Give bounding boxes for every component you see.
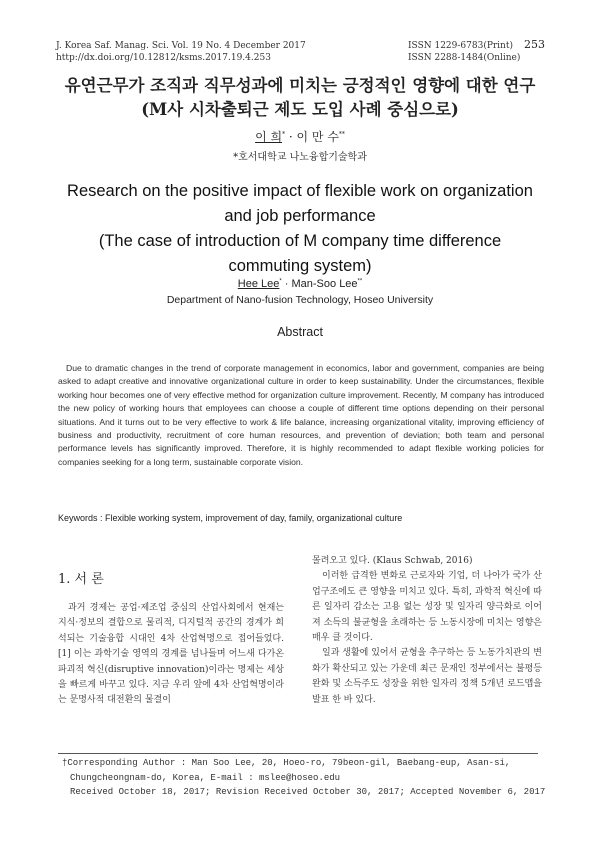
abstract-body: Due to dramatic changes in the trend of corporate management in economics, labor and government, companies are being asked to adapt creative and innovative organizational culture in order to keep sustainability. Under the circumstances, flexible working hour becomes one of very effective method for organization culture improvement. Recently, M company has introduced the new policy of working hours that employees can choose a couple of different time options depending on their personal situations. And it turns out to be very effective to work & life balance, increasing organizational vitality, improving efficiency of business and productivity, recruitment of core human resources, and prevention of deviation; both team and personal performance levels has significantly improved. Therefore, it is highly recommended to adapt flexible working policies for companies seeking for a long term, sustainable corporate vision. xyxy=(58,363,544,467)
footnote xyxy=(62,756,552,800)
intro-paragraph-2: 이러한 급격한 변화로 근로자와 기업, 더 나아가 국가 산업구조에도 큰 영향을 미치고 있다. 특히, 과학적 혁신에 따른 일자리 감소는 고용 없는 성장 및 일자리 양극화로 이어져 소득의 불균형을 초래하는 등 노동시장에 미치는 영향은 매우 클 것이다. xyxy=(312,571,542,644)
author-ko-2: 이 만 수 xyxy=(296,130,339,144)
author-en-2-mark: ** xyxy=(357,278,363,285)
title-ko-line1: 유연근무가 조직과 직무성과에 미치는 긍정적인 영향에 대한 연구 xyxy=(64,76,536,95)
author-ko-separator: · xyxy=(285,130,297,144)
journal-citation: J. Korea Saf. Manag. Sci. Vol. 19 No. 4 December 2017 xyxy=(56,41,306,51)
title-en-line1: Research on the positive impact of flexible work on organization xyxy=(67,182,533,200)
page-number: 253 xyxy=(524,38,545,51)
title-ko-line2: (M사 시차출퇴근 제도 도입 사례 중심으로) xyxy=(141,100,459,119)
intro-paragraph-1-continued: 몰려오고 있다. (Klaus Schwab, 2016) xyxy=(312,556,473,566)
footnote-corresponding-author: †Corresponding Author : Man Soo Lee, 20, Hoeo-ro, 79beon-gil, Baebang-eup, Asan-si, xyxy=(62,758,511,768)
affiliation-en: Department of Nano-fusion Technology, Hoseo University xyxy=(166,294,434,306)
author-en-1-mark: * xyxy=(279,278,282,285)
title-en-line4: commuting system) xyxy=(228,257,372,275)
authors-ko xyxy=(0,128,600,145)
author-en-1: Hee Lee xyxy=(237,278,280,290)
author-en-2: Man-Soo Lee xyxy=(291,278,358,290)
footnote-divider xyxy=(58,753,538,754)
doi-link[interactable]: http://dx.doi.org/10.12812/ksms.2017.19.4.253 xyxy=(56,53,271,63)
intro-paragraph-1: 과거 경제는 공업·제조업 중심의 산업사회에서 현재는 지식·정보의 결합으로 물리적, 디지털적 공간의 경계가 희석되는 기술융합 시대인 4차 산업혁명으로 접어들었다. [1] 이는 과학기술 영역의 경계를 넘나들며 어느새 다가온 파괴적 혁신(disruptive innovation)이라는 명제는 세상을 빠르게 바꾸고 있다. 지금 우리 앞에 4차 산업혁명이라는 문명사적 대전환의 물결이 xyxy=(58,603,284,706)
keywords-label: Keywords : xyxy=(58,513,106,523)
keywords xyxy=(58,513,544,523)
author-en-separator: · xyxy=(281,278,292,290)
right-column xyxy=(312,554,542,708)
authors-en xyxy=(0,278,600,290)
author-ko-2-mark: ** xyxy=(338,131,345,138)
intro-paragraph-3: 일과 생활에 있어서 균형을 추구하는 등 노동가치관의 변화가 확산되고 있는 가운데 최근 문재인 정부에서는 불평등 완화 및 소득주도 성장을 위한 일자리 정책 5개년 로드맵을 발표 한 바 있다. xyxy=(312,648,542,705)
section-heading-introduction: 1. 서 론 xyxy=(58,572,104,587)
issn-online: ISSN 2288-1484(Online) xyxy=(408,53,521,63)
title-en-line3: (The case of introduction of M company time difference xyxy=(98,232,502,250)
abstract-heading: Abstract xyxy=(277,325,323,339)
footnote-dates: Received October 18, 2017; Revision Received October 30, 2017; Accepted November 6, 2017 xyxy=(70,787,546,797)
author-ko-1-mark: * xyxy=(282,131,286,138)
left-column xyxy=(58,601,284,709)
footnote-address-email: Chungcheongnam-do, Korea, E-mail : mslee@hoseo.edu xyxy=(70,772,341,783)
issn-print: ISSN 1229-6783(Print) xyxy=(408,41,513,51)
keywords-text: Flexible working system, improvement of day, family, organizational culture xyxy=(105,513,403,523)
title-en-line2: and job performance xyxy=(224,207,376,225)
affiliation-ko: *호서대학교 나노융합기술학과 xyxy=(233,152,367,163)
author-ko-1: 이 희 xyxy=(255,130,283,144)
